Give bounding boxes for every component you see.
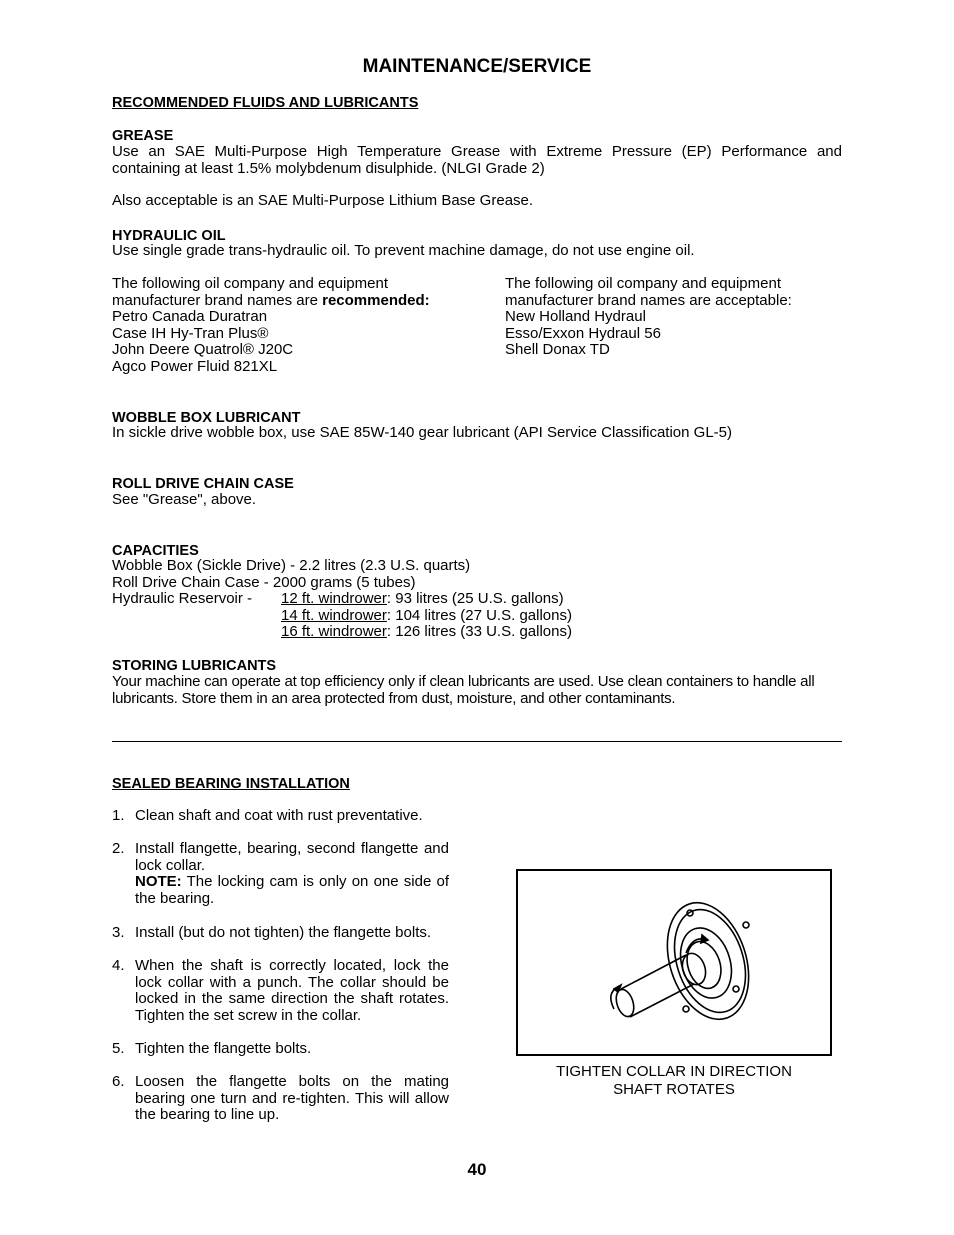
hydraulic-text: Use single grade trans-hydraulic oil. To prevent machine damage, do not use engine oil. — [112, 242, 695, 259]
acceptable-brand: Esso/Exxon Hydraul 56 — [505, 324, 661, 342]
windrower-size: 14 ft. windrower — [281, 606, 387, 624]
step-item — [112, 1074, 449, 1124]
figure-caption — [516, 1063, 832, 1099]
capacity-wobble: Wobble Box (Sickle Drive) - 2.2 litres (2.3 U.S. quarts) — [112, 557, 471, 574]
capacity-reservoir-values — [281, 591, 681, 641]
roll-drive-heading: ROLL DRIVE CHAIN CASE — [112, 476, 294, 492]
roll-drive-text: See "Grease", above. — [112, 491, 257, 508]
bearing-figure — [516, 869, 832, 1056]
reservoir-row — [281, 608, 681, 625]
step-note — [135, 874, 449, 907]
step-item — [112, 808, 449, 825]
step-number: 2. — [112, 840, 125, 857]
acceptable-intro-line1: The following oil company and equipment — [505, 275, 781, 292]
step-item — [112, 1041, 449, 1058]
reservoir-capacity: : 104 litres (27 U.S. gallons) — [386, 606, 572, 624]
page-title: MAINTENANCE/SERVICE — [362, 56, 592, 77]
section-heading-bearing: SEALED BEARING INSTALLATION — [112, 776, 350, 792]
step-text: Clean shaft and coat with rust preventative. — [135, 807, 423, 824]
step-text: Loosen the flangette bolts on the mating bearing one turn and re-tighten. This will allow the bearing to line up. — [135, 1073, 449, 1124]
hydraulic-heading: HYDRAULIC OIL — [112, 228, 226, 244]
step-text: When the shaft is correctly located, lock the lock collar with a punch. The collar should be locked in the same direction the shaft rotates. Tighten the set screw in the collar. — [135, 957, 449, 1024]
grease-heading: GREASE — [112, 128, 174, 144]
capacity-roll-drive: Roll Drive Chain Case - 2000 grams (5 tubes) — [112, 574, 416, 591]
acceptable-brand: New Holland Hydraul — [505, 308, 646, 326]
acceptable-brand: Shell Donax TD — [505, 341, 610, 359]
grease-alt-text: Also acceptable is an SAE Multi-Purpose Lithium Base Grease. — [112, 192, 534, 209]
bolt-hole — [683, 1006, 689, 1012]
storing-heading: STORING LUBRICANTS — [112, 658, 277, 674]
caption-line: TIGHTEN COLLAR IN DIRECTION — [556, 1063, 792, 1080]
recommended-brand: Agco Power Fluid 821XL — [112, 357, 278, 375]
grease-text: Use an SAE Multi-Purpose High Temperature Grease with Extreme Pressure (EP) Performance and containing at least 1.5% molybdenum disulphide. (NLGI Grade 2) — [112, 143, 842, 177]
section-heading-fluids: RECOMMENDED FLUIDS AND LUBRICANTS — [112, 95, 419, 111]
reservoir-capacity: : 93 litres (25 U.S. gallons) — [386, 590, 564, 607]
acceptable-brands-list — [505, 276, 845, 359]
windrower-size: 16 ft. windrower — [281, 623, 387, 641]
step-text: Tighten the flangette bolts. — [135, 1040, 312, 1057]
page-number: 40 — [467, 1160, 487, 1179]
step-item — [112, 925, 449, 942]
windrower-size: 12 ft. windrower — [281, 590, 387, 607]
bolt-hole — [733, 986, 739, 992]
storing-text: Your machine can operate at top efficiency only if clean lubricants are used. Use clean containers to handle all lubricants. Store them in an area protected from dust, moisture, and other contaminants. — [112, 673, 815, 707]
recommended-brands-list — [112, 276, 492, 376]
reservoir-row — [281, 591, 681, 608]
reservoir-row — [281, 624, 681, 641]
step-number: 4. — [112, 957, 125, 974]
recommended-intro-bold: recommended: — [322, 291, 430, 309]
step-number: 6. — [112, 1073, 125, 1090]
step-number: 3. — [112, 924, 125, 941]
capacity-reservoir-label: Hydraulic Reservoir - — [112, 590, 253, 607]
recommended-intro-line2: manufacturer brand names are — [112, 291, 323, 309]
note-text: The locking cam is only on one side of the bearing. — [135, 873, 449, 907]
recommended-brand: Petro Canada Duratran — [112, 308, 268, 326]
reservoir-capacity: : 126 litres (33 U.S. gallons) — [386, 623, 572, 641]
bolt-hole — [743, 922, 749, 928]
step-number: 5. — [112, 1040, 125, 1057]
wobble-heading: WOBBLE BOX LUBRICANT — [112, 410, 301, 426]
step-item — [112, 841, 449, 907]
bearing-illustration — [518, 871, 830, 1054]
wobble-text: In sickle drive wobble box, use SAE 85W-140 gear lubricant (API Service Classification GL-5) — [112, 424, 733, 441]
recommended-brand: John Deere Quatrol® J20C — [112, 341, 294, 359]
step-text: Install flangette, bearing, second flangette and lock collar. — [135, 840, 449, 874]
section-divider — [112, 741, 842, 742]
note-label: NOTE: — [135, 873, 182, 891]
acceptable-intro-line2: manufacturer brand names are acceptable: — [505, 291, 792, 309]
step-text: Install (but do not tighten) the flangette bolts. — [135, 924, 432, 941]
caption-line: SHAFT ROTATES — [613, 1081, 735, 1098]
capacities-heading: CAPACITIES — [112, 543, 199, 559]
step-item — [112, 958, 449, 1024]
recommended-intro-line1: The following oil company and equipment — [112, 275, 388, 292]
step-number: 1. — [112, 807, 125, 824]
recommended-brand: Case IH Hy-Tran Plus® — [112, 324, 269, 342]
step-content — [135, 841, 449, 907]
